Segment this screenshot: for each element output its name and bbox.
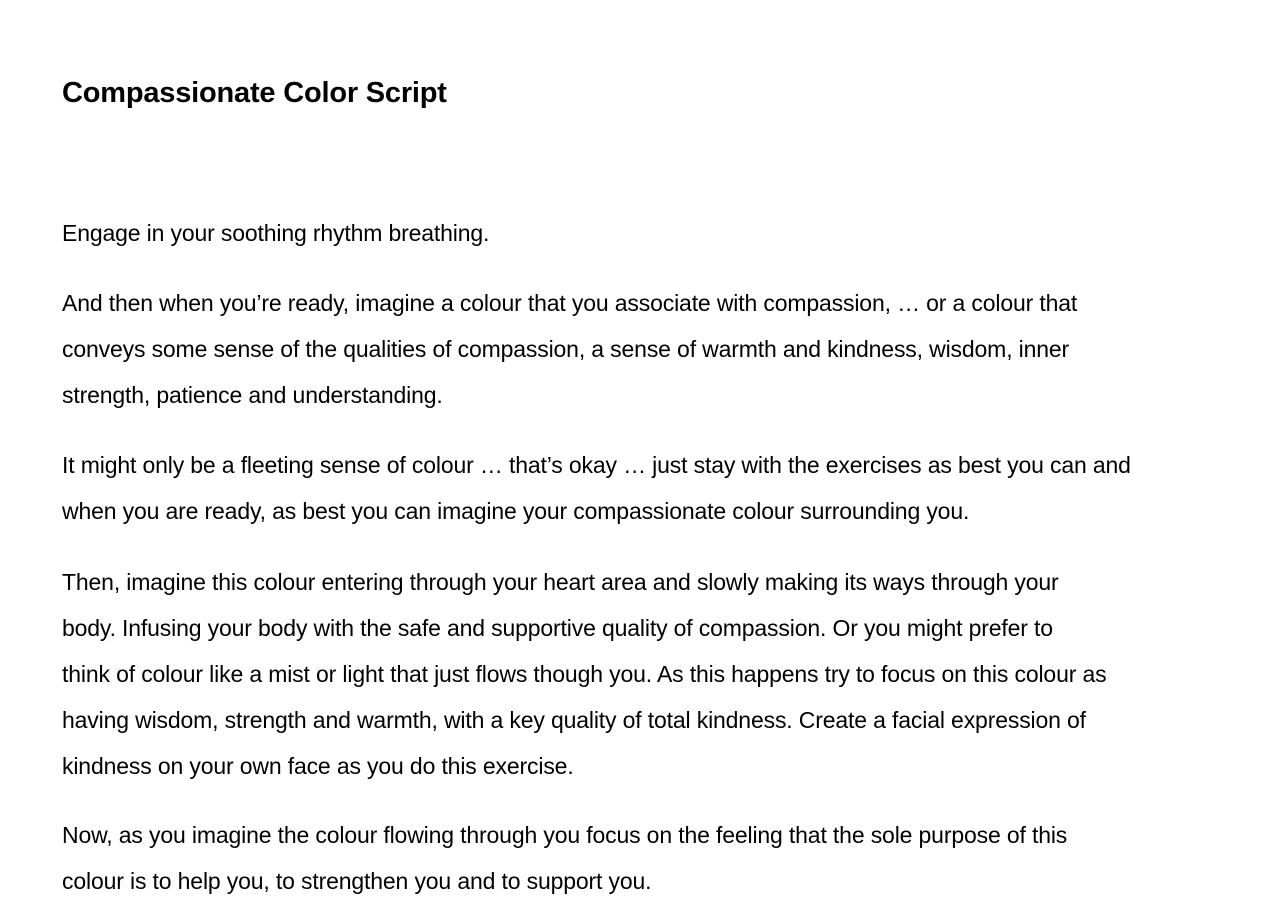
paragraph-line: strength, patience and understanding. xyxy=(62,382,443,408)
paragraph-line: Engage in your soothing rhythm breathing. xyxy=(62,220,490,246)
paragraph-line: conveys some sense of the qualities of compassion, a sense of warmth and kindness, wisdom, inner xyxy=(62,336,1070,362)
paragraph-line: It might only be a fleeting sense of colour … that’s okay … just stay with the exercises as best you can and xyxy=(62,452,1131,478)
document-page xyxy=(62,0,1252,918)
paragraph-1 xyxy=(62,210,1242,256)
paragraph-line: body. Infusing your body with the safe and supportive quality of compassion. Or you might prefer to xyxy=(62,615,1053,641)
paragraph-4 xyxy=(62,559,1242,789)
paragraph-3 xyxy=(62,442,1242,534)
paragraph-line: Now, as you imagine the colour flowing through you focus on the feeling that the sole purpose of this xyxy=(62,822,1068,848)
paragraph-line: colour is to help you, to strengthen you and to support you. xyxy=(62,868,652,894)
paragraph-line: Then, imagine this colour entering through your heart area and slowly making its ways through your xyxy=(62,569,1059,595)
paragraph-line: when you are ready, as best you can imagine your compassionate colour surrounding you. xyxy=(62,498,970,524)
paragraph-5 xyxy=(62,812,1242,904)
paragraph-line: And then when you’re ready, imagine a colour that you associate with compassion, … or a colour that xyxy=(62,290,1078,316)
document-title: Compassionate Color Script xyxy=(62,77,447,109)
paragraph-2 xyxy=(62,280,1242,418)
paragraph-line: think of colour like a mist or light that just flows though you. As this happens try to focus on this colour as xyxy=(62,661,1107,687)
paragraph-line: having wisdom, strength and warmth, with a key quality of total kindness. Create a facial expression of xyxy=(62,707,1086,733)
paragraph-line: kindness on your own face as you do this exercise. xyxy=(62,753,574,779)
